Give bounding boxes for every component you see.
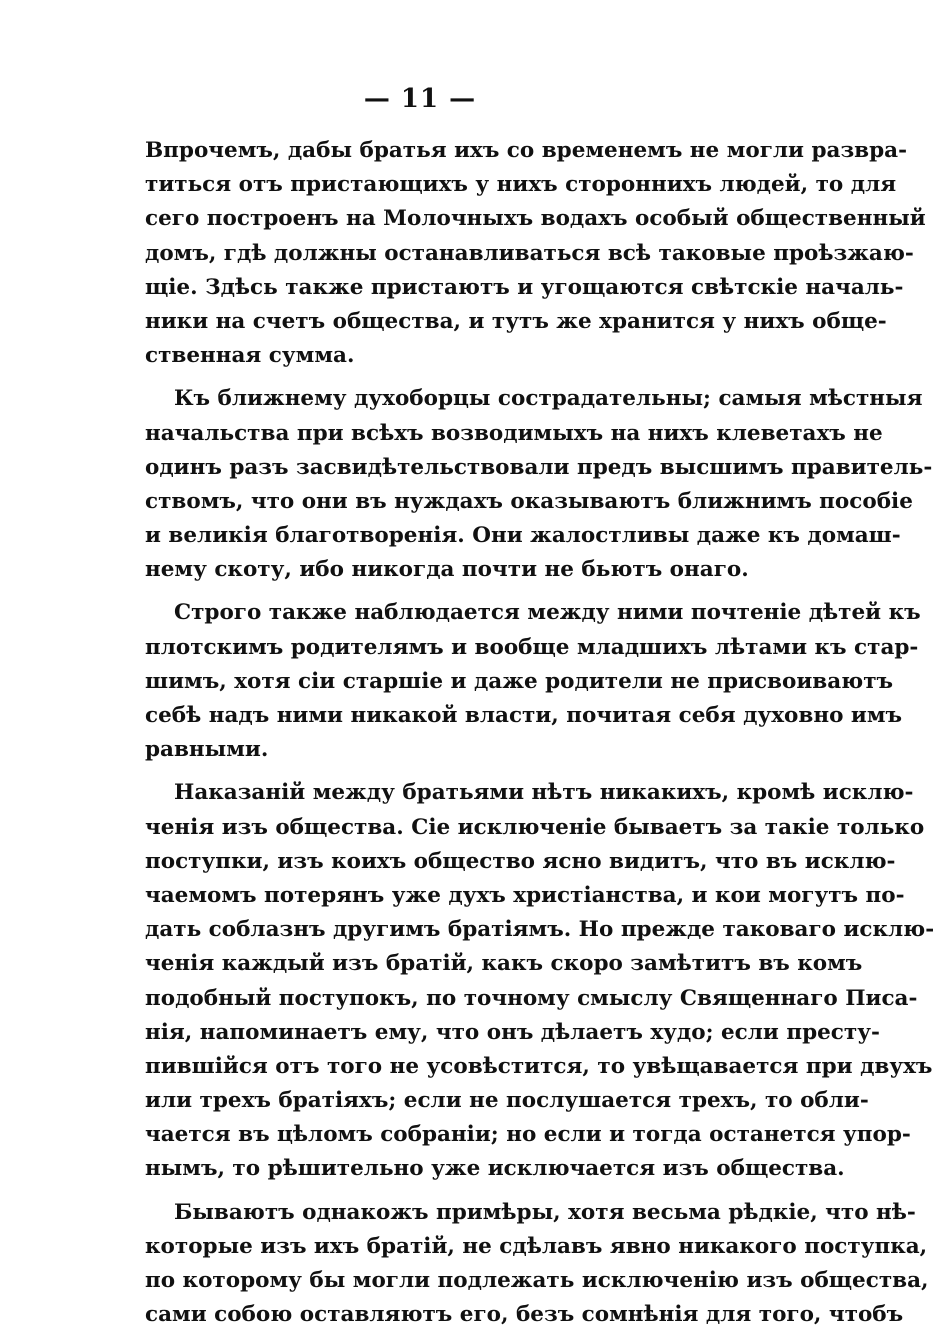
text-line: Къ ближнему духоборцы сострадательны; самыя мѣстныя [174,386,923,412]
paragraph-spacer [145,1187,740,1196]
text-line: чаемомъ потерянъ уже духъ христіанства, и кои могутъ по- [145,882,905,908]
paragraph-2 [145,382,933,587]
text-line: ченія каждый изъ братій, какъ скоро замѣтитъ въ комъ [145,951,863,977]
text-line: одинъ разъ засвидѣтельствовали предъ высшимъ правитель- [145,454,933,480]
paragraph-3 [145,596,921,767]
text-line: шимъ, хотя сіи старшіе и даже родители не присвоиваютъ [145,668,894,694]
text-line: сами собою оставляютъ его, безъ сомнѣнія для того, чтобъ [145,1302,904,1328]
text-line: или трехъ братіяхъ; если не послушается трехъ, то обли- [145,1088,869,1114]
text-line: ствомъ, что они въ нуждахъ оказываютъ ближнимъ пособіе [145,488,913,514]
paragraph-5 [145,1196,929,1332]
text-line: Строго также наблюдается между ними почтеніе дѣтей къ [174,600,921,626]
text-line: по которому бы могли подлежать исключенію изъ общества, [145,1268,929,1293]
paragraph-spacer [145,373,740,382]
text-line: поступки, изъ коихъ общество ясно видитъ, что въ исклю- [145,848,896,874]
text-line: себѣ надъ ними никакой власти, почитая себя духовно имъ [145,703,903,728]
paragraph-spacer [145,587,740,596]
text-line: домъ, гдѣ должны останавливаться всѣ таковые проѣзжаю- [145,240,914,266]
text-line: чается въ цѣломъ собраніи; но если и тогда останется упор- [145,1122,911,1148]
text-line: Наказаній между братьями нѣтъ никакихъ, кромѣ исклю- [174,780,914,806]
text-line: дать соблазнъ другимъ братіямъ. Но прежде таковаго исклю- [145,917,934,943]
text-line: подобный поступокъ, по точному смыслу Священнаго Писа- [145,985,918,1011]
text-line: плотскимъ родителямъ и вообще младшихъ лѣтами къ стар- [145,634,919,660]
text-line: ственная сумма. [145,343,355,369]
paragraph-1 [145,134,926,373]
body-text [145,134,934,1332]
page-number: — 11 — [363,84,477,114]
text-line: Впрочемъ, дабы братья ихъ со временемъ не могли развра- [145,138,907,163]
text-line: равными. [145,737,269,763]
text-line: нему скоту, ибо никогда почти не бьютъ онаго. [145,557,749,583]
paragraph-4 [145,776,934,1186]
text-line: пившійся отъ того не усовѣстится, то увѣщавается при двухъ [145,1053,933,1079]
text-line: титься отъ пристающихъ у нихъ стороннихъ людей, то для [145,172,897,198]
text-line: начальства при всѣхъ возводимыхъ на нихъ клеветахъ не [145,420,883,446]
text-line: сего построенъ на Молочныхъ водахъ особый общественный [145,206,926,232]
text-line: которые изъ ихъ братій, не сдѣлавъ явно никакого поступка, [145,1233,928,1259]
text-line: ники на счетъ общества, и тутъ же хранится у нихъ обще- [145,308,887,334]
text-line: щіе. Здѣсь также пристаютъ и угощаются свѣтскіе началь- [145,274,904,300]
text-line: Бываютъ однакожъ примѣры, хотя весьма рѣдкіе, что нѣ- [174,1199,916,1225]
text-line: и великія благотворенія. Они жалостливы даже къ домаш- [145,523,901,549]
text-line: ченія изъ общества. Сіе исключеніе бываетъ за такіе только [145,814,925,840]
text-line: нія, напоминаетъ ему, что онъ дѣлаетъ худо; если престу- [145,1019,880,1045]
text-line: нымъ, то рѣшительно уже исключается изъ общества. [145,1156,845,1182]
paragraph-spacer [145,767,740,776]
